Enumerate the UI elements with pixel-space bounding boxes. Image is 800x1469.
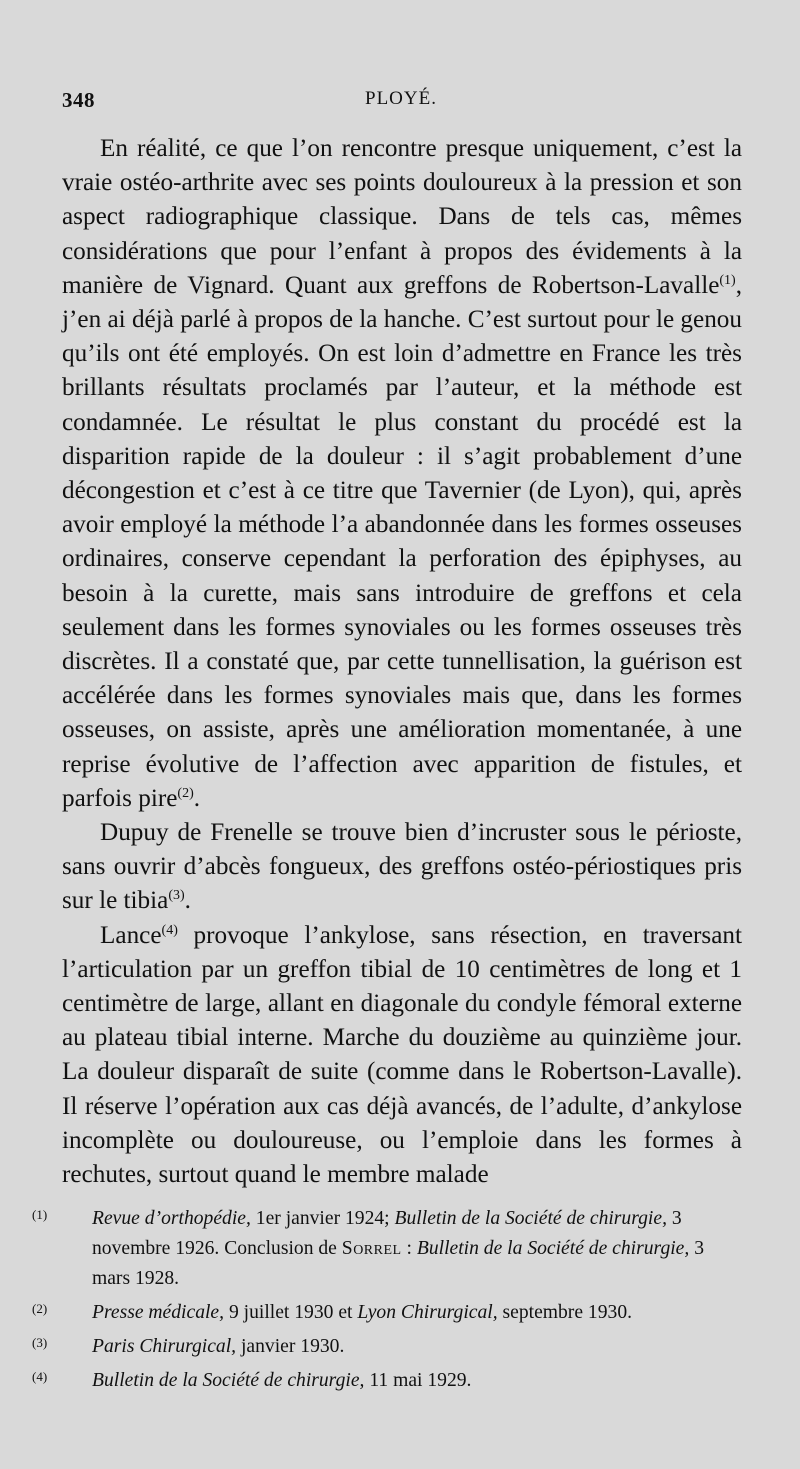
footnote-ref: (4) (161, 922, 178, 938)
footnote (32, 1328, 742, 1362)
footnote-author: Sorrel (341, 1238, 402, 1259)
footnote-date: septembre 1930. (502, 1302, 633, 1323)
footnote (32, 1200, 742, 1294)
footnote-mark: (2) (32, 1301, 48, 1316)
paragraph-text: provoque l’ankylose, sans résection, en traversant l’articulation par un greffon tibial de 10 centimètres de long et 1 centimètre de large, allant en diagonale du condyle fémoral externe au plateau tibial interne. Marche du douzième au quinzième jour. La douleur disparaît de suite (comme dans le Robertson-Lavalle). Il réserve l’opération aux cas déjà avancés, de l’adulte, d’ankylose incomplète ou douloureuse, ou l’emploie dans les formes à rechutes, surtout quand le membre malade (62, 921, 742, 1189)
paragraph-text: Dupuy de Frenelle se trouve bien d’incruster sous le périoste, sans ouvrir d’abcès fongueux, des greffons ostéo-périostiques pris sur le tibia (62, 819, 742, 915)
footnote (32, 1294, 742, 1328)
footnote-date: 11 mai 1929. (369, 1370, 472, 1391)
footnote-journal: Lyon Chirurgical, (357, 1302, 498, 1323)
footnote-journal: Bulletin de la Société de chirurgie, (394, 1208, 667, 1229)
footnote-journal: Paris Chirurgical, (92, 1336, 237, 1357)
footnote-journal: Revue d’orthopédie, (92, 1208, 251, 1229)
footnote-journal: Presse médicale, (92, 1302, 225, 1323)
footnote-date: 3 novembre 1926. Conclusion de (92, 1208, 682, 1259)
paragraph-text: , j’en ai déjà parlé à propos de la hanche. C’est surtout pour le genou qu’ils ont été employés. On est loin d’admettre en France les très brillants résultats proclamés par l’auteur, et la méthode est condamnée. Le résultat le plus constant du procédé est la disparition rapide de la douleur : il s’agit probablement d’une décongestion et c’est à ce titre que Tavernier (de Lyon), qui, après avoir employé la méthode l’a abandonnée dans les formes osseuses ordinaires, conserve cependant la perforation des épiphyses, au besoin à la curette, mais sans introduire de greffons et cela seulement dans les formes synoviales ou les formes osseuses très discrètes. Il a constaté que, par cette tunnellisation, la guérison est accélérée dans les formes synoviales mais que, dans les formes osseuses, on assiste, après une amélioration momentanée, à une reprise évolutive de l’affection avec apparition de fistules, et parfois pire (62, 271, 742, 812)
footnote-ref: (3) (168, 888, 185, 904)
paragraph-text: . (193, 784, 201, 812)
footnote-mark: (1) (32, 1207, 48, 1222)
paragraph (62, 816, 742, 919)
footnote-journal: Bulletin de la Société de chirurgie, (416, 1238, 690, 1259)
paragraph-text: Lance (100, 921, 162, 949)
footnote-mark: (4) (32, 1369, 48, 1384)
body-text (62, 132, 742, 1192)
footnote-ref: (2) (177, 785, 194, 801)
footnote-date: 3 mars 1928. (92, 1238, 704, 1289)
footnote (32, 1362, 742, 1396)
page-number: 348 (62, 88, 95, 112)
footnote-separator: : (406, 1238, 412, 1259)
footnote-date: 1er janvier 1924; (255, 1208, 390, 1229)
footnote-date: 9 juillet 1930 et (228, 1302, 353, 1323)
footnote-journal: Bulletin de la Société de chirurgie, (92, 1370, 365, 1391)
footnotes (32, 1200, 742, 1396)
paragraph (62, 919, 742, 1193)
page-header (62, 88, 740, 118)
running-head: PLOYÉ. (365, 88, 437, 109)
footnote-mark: (3) (32, 1335, 48, 1350)
paragraph (62, 132, 742, 816)
footnote-date: janvier 1930. (240, 1336, 345, 1357)
paragraph-text: En réalité, ce que l’on rencontre presque uniquement, c’est la vraie ostéo-arthrite avec ses points douloureux à la pression et son aspect radiographique classique. Dans de tels cas, mêmes considérations que pour l’enfant à propos des évidements à la manière de Vignard. Quant aux greffons de Robertson-Lavalle (62, 135, 742, 299)
paragraph-text: . (184, 887, 191, 915)
footnote-ref: (1) (719, 272, 736, 288)
